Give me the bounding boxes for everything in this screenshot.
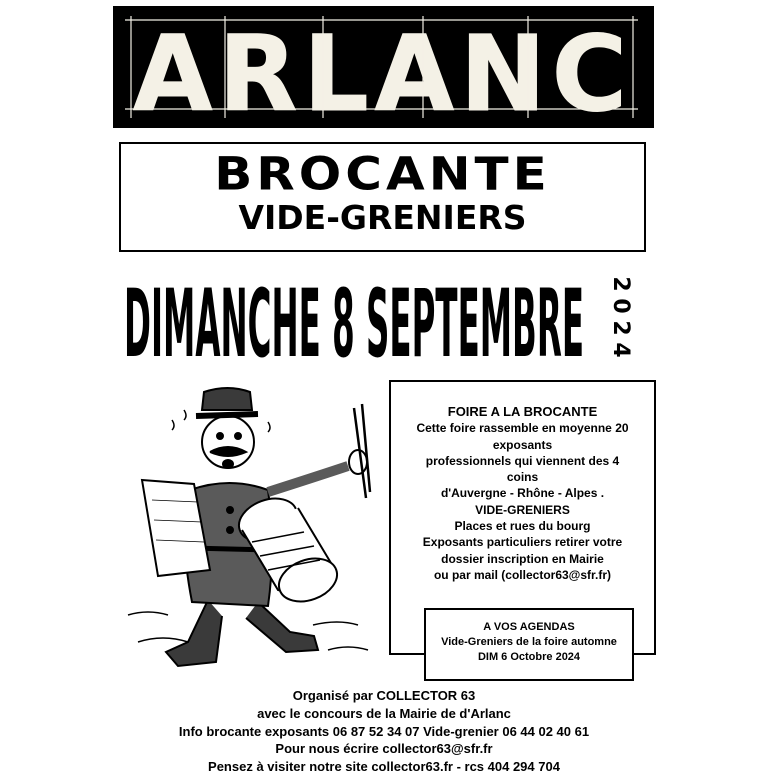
footer-line: avec le concours de la Mairie de d'Arlanc — [257, 705, 511, 721]
event-title-box — [119, 142, 646, 252]
info-line: dossier inscription en Mairie — [441, 551, 604, 566]
footer-line: Organisé par COLLECTOR 63 — [292, 688, 476, 703]
footer-line: Pour nous écrire collector63@sfr.fr — [275, 741, 493, 757]
town-title: ARLANC — [133, 13, 633, 128]
info-line: VIDE-GRENIERS — [475, 502, 570, 517]
footer — [0, 687, 768, 776]
info-line: exposants — [492, 437, 553, 452]
event-date — [120, 266, 640, 362]
event-subtitle: VIDE-GRENIERS — [238, 198, 527, 237]
info-line: Places et rues du bourg — [454, 519, 591, 534]
info-line: Cette foire rassemble en moyenne 20 — [416, 421, 629, 436]
town-banner — [113, 6, 654, 128]
year-digit: 0 — [608, 298, 633, 314]
year-digit: 2 — [608, 276, 633, 292]
info-line: coins — [506, 470, 539, 485]
town-title-graphic — [113, 6, 654, 128]
agenda-line: DIM 6 Octobre 2024 — [477, 651, 581, 663]
info-line: ou par mail (collector63@sfr.fr) — [433, 567, 612, 582]
drummer-illustration — [118, 380, 388, 680]
date-text: DIMANCHE 8 SEPTEMBRE — [124, 270, 584, 362]
year-digit: 4 — [608, 342, 633, 358]
footer-line: Info brocante exposants 06 87 52 34 07 Vide-grenier 06 44 02 40 61 — [178, 723, 590, 739]
footer-line: Pensez à visiter notre site collector63.fr - rcs 404 294 704 — [208, 759, 560, 775]
info-content — [391, 404, 654, 583]
agenda-title: A VOS AGENDAS — [483, 621, 575, 633]
info-heading: FOIRE A LA BROCANTE — [447, 404, 598, 419]
year-vertical — [608, 276, 633, 357]
agenda-box — [424, 608, 634, 681]
info-line: d'Auvergne - Rhône - Alpes . — [440, 486, 605, 501]
info-line: professionnels qui viennent des 4 — [425, 453, 620, 468]
agenda-line: Vide-Greniers de la foire automne — [441, 636, 617, 648]
year-digit: 2 — [608, 320, 633, 336]
info-line: Exposants particuliers retirer votre — [422, 535, 623, 550]
event-title: BROCANTE — [214, 147, 551, 201]
